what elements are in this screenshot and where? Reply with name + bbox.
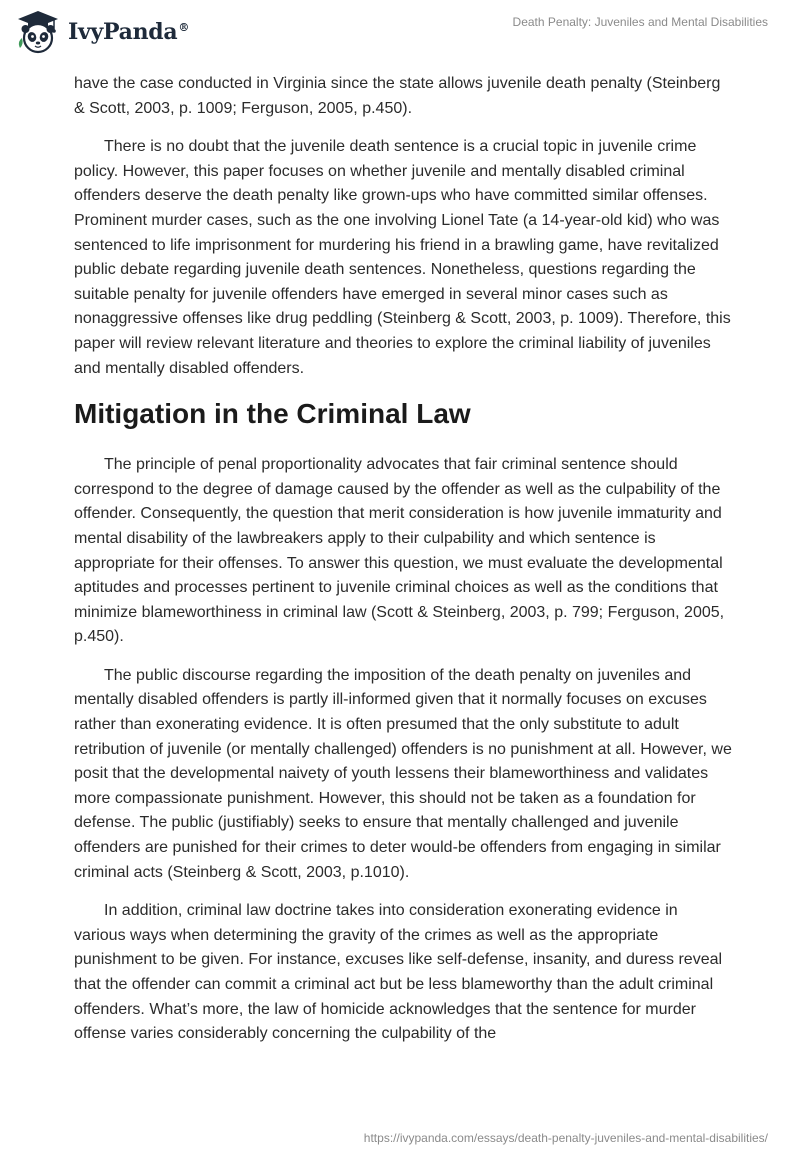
section-heading: Mitigation in the Criminal Law xyxy=(74,398,471,430)
paragraph-juvenile-death-sentence: There is no doubt that the juvenile death sentence is a crucial topic in juvenile crime policy. However, this paper focuses on whether juvenile and mentally disabled criminal offenders deserve the death penalty like grown-ups who have committed similar offenses. Prominent murder cases, such as the one involving Lionel Tate (a 14-year-old kid) who was sentenced to life imprisonment for murdering his friend in a brawling game, have revitalized public debate regarding juvenile death sentences. Nonetheless, questions regarding the suitable penalty for juvenile offenders have emerged in several minor cases such as nonaggressive offenses like drug peddling (Steinberg & Scott, 2003, p. 1009). Therefore, this paper will review relevant literature and theories to explore the criminal liability of juveniles and mentally disabled offenders. xyxy=(74,138,731,377)
page-header xyxy=(0,0,800,70)
paragraph-public-discourse: The public discourse regarding the imposition of the death penalty on juveniles and mentally disabled offenders is partly ill-informed given that it normally focuses on excuses rather than exonerating evidence. It is often presumed that the only substitute to adult retribution of juvenile (or mentally challenged) offenders is no punishment at all. However, we posit that the developmental naivety of youth lessens their blameworthiness and validates more compassionate punishment. However, this should not be taken as a foundation for defense. The public (justifiably) seeks to ensure that mentally challenged and juvenile offenders are punished for their crimes to deter would-be offenders from engaging in similar criminal acts (Steinberg & Scott, 2003, p.1010). xyxy=(74,666,732,881)
panda-graduate-icon xyxy=(14,8,62,56)
paragraph-penal-proportionality: The principle of penal proportionality advocates that fair criminal sentence should correspond to the degree of damage caused by the offender as well as the culpability of the offender. Consequently, the question that merit consideration is how juvenile immaturity and mental disability of the lawbreakers apply to their culpability and which sentence is appropriate for their offenses. To answer this question, we must evaluate the developmental aptitudes and processes pertinent to juvenile criminal choices as well as the conditions that minimize blameworthiness in criminal law (Scott & Steinberg, 2003, p. 799; Ferguson, 2005, p.450). xyxy=(74,456,725,646)
essay-body xyxy=(74,72,732,1061)
paragraph-criminal-law-doctrine: In addition, criminal law doctrine takes into consideration exonerating evidence in various ways when determining the gravity of the crimes as well as the appropriate punishment to be given. For instance, excuses like self-defense, insanity, and duress reveal that the offender can commit a criminal act but be less blameworthy than the adult criminal offenders. What’s more, the law of homicide acknowledges that the sentence for murder offense varies considerably concerning the culpability of the xyxy=(74,902,723,1043)
logo-text: IvyPanda® xyxy=(68,19,190,45)
source-url: https://ivypanda.com/essays/death-penalty-juveniles-and-mental-disabilities/ xyxy=(363,1131,768,1145)
ivypanda-logo-link[interactable] xyxy=(14,8,189,56)
document-title: Death Penalty: Juveniles and Mental Disabilities xyxy=(512,15,768,29)
paragraph-continued: have the case conducted in Virginia since the state allows juvenile death penalty (Steinberg & Scott, 2003, p. 1009; Ferguson, 2005, p.450). xyxy=(74,75,721,117)
